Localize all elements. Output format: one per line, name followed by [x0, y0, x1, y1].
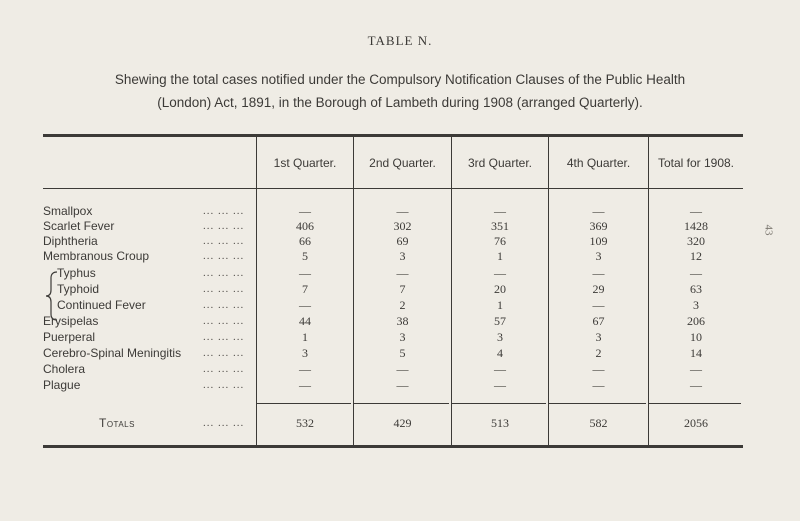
- value-cell: 2: [399, 298, 406, 312]
- value-cell: —: [690, 204, 702, 218]
- bottom-rule: [43, 445, 743, 448]
- value-cell: 3: [497, 330, 503, 344]
- row-label: Puerperal: [43, 330, 96, 344]
- row-label: Erysipelas: [43, 314, 99, 328]
- table-row: [43, 281, 743, 297]
- total-cell: 532: [296, 416, 314, 430]
- value-cell: 3: [302, 346, 308, 360]
- table-row: [43, 248, 743, 264]
- row-label: Membranous Croup: [43, 249, 150, 263]
- value-cell: 12: [690, 249, 702, 263]
- leader-dots: ... ... ...: [203, 379, 245, 391]
- totals-separator: [257, 403, 351, 404]
- value-cell: 3: [595, 249, 602, 263]
- value-cell: 369: [589, 219, 608, 233]
- leader-dots: ... ... ...: [203, 205, 245, 217]
- value-cell: 206: [687, 314, 705, 328]
- value-cell: 57: [494, 314, 506, 328]
- row-label: Plague: [43, 378, 81, 392]
- column-header: 1st Quarter.: [273, 156, 337, 170]
- value-cell: 14: [690, 346, 702, 360]
- value-cell: 320: [687, 234, 705, 248]
- value-cell: 3: [399, 249, 406, 263]
- value-cell: —: [299, 362, 311, 376]
- table-title: TABLE N.: [367, 33, 433, 48]
- value-cell: —: [592, 362, 605, 376]
- total-cell: 582: [589, 416, 608, 430]
- total-cell: 513: [491, 416, 509, 430]
- table-row: [43, 233, 743, 249]
- value-cell: —: [494, 378, 506, 392]
- value-cell: 69: [396, 234, 409, 248]
- value-cell: 3: [595, 330, 602, 344]
- table-subtitle: [40, 68, 760, 114]
- value-cell: 109: [589, 234, 608, 248]
- value-cell: 66: [299, 234, 311, 248]
- value-cell: 76: [494, 234, 506, 248]
- row-label: Diphtheria: [43, 234, 98, 248]
- total-cell: 429: [393, 416, 412, 430]
- value-cell: 7: [399, 282, 406, 296]
- value-cell: 1: [497, 298, 503, 312]
- total-cell: 2056: [684, 416, 708, 430]
- table-row: [43, 218, 743, 234]
- leader-dots: ... ... ...: [203, 363, 245, 375]
- value-cell: 7: [302, 282, 308, 296]
- subtitle-line-2: (London) Act, 1891, in the Borough of Lambeth during 1908 (arranged Quarterly).: [157, 95, 643, 110]
- value-cell: —: [592, 204, 605, 218]
- column-header: Total for 1908.: [657, 156, 735, 170]
- value-cell: 406: [296, 219, 314, 233]
- leader-dots: ... ... ...: [203, 220, 245, 232]
- value-cell: 1428: [684, 219, 708, 233]
- totals-separator: [649, 403, 741, 404]
- value-cell: —: [396, 378, 409, 392]
- value-cell: 4: [497, 346, 503, 360]
- leader-dots: ... ... ...: [203, 347, 245, 359]
- leader-dots: ... ... ...: [203, 267, 245, 279]
- value-cell: 351: [491, 219, 509, 233]
- leader-dots: ... ... ...: [203, 250, 245, 262]
- table-row: [43, 377, 743, 393]
- value-cell: —: [494, 204, 506, 218]
- fever-group-brace: [45, 270, 59, 322]
- value-cell: 63: [690, 282, 702, 296]
- row-label: Typhus: [57, 266, 96, 280]
- table-row: [43, 329, 743, 345]
- column-header: 4th Quarter.: [566, 156, 631, 170]
- value-cell: —: [299, 204, 311, 218]
- leader-dots: ... ... ...: [203, 331, 245, 343]
- table-row: [43, 313, 743, 329]
- value-cell: 20: [494, 282, 506, 296]
- value-cell: 38: [396, 314, 409, 328]
- value-cell: 3: [399, 330, 406, 344]
- leader-dots: ... ... ...: [203, 235, 245, 247]
- value-cell: —: [494, 266, 506, 280]
- value-cell: 5: [399, 346, 406, 360]
- value-cell: —: [299, 266, 311, 280]
- value-cell: —: [299, 298, 311, 312]
- row-label: Cerebro-Spinal Meningitis: [43, 346, 182, 360]
- leader-dots: ... ... ...: [203, 299, 245, 311]
- leader-dots: ... ... ...: [203, 417, 245, 429]
- row-label: Scarlet Fever: [43, 219, 115, 233]
- totals-separator: [452, 403, 546, 404]
- value-cell: 1: [497, 249, 503, 263]
- value-cell: 67: [592, 314, 605, 328]
- value-cell: 44: [299, 314, 311, 328]
- value-cell: —: [396, 204, 409, 218]
- value-cell: —: [690, 378, 702, 392]
- value-cell: —: [494, 362, 506, 376]
- leader-dots: ... ... ...: [203, 283, 245, 295]
- value-cell: —: [299, 378, 311, 392]
- subtitle-line-1: Shewing the total cases notified under the Compulsory Notification Clauses of the Public Health: [114, 72, 686, 87]
- totals-separator: [354, 403, 449, 404]
- top-rule: [43, 134, 743, 137]
- value-cell: —: [592, 298, 605, 312]
- row-label: Continued Fever: [57, 298, 146, 312]
- value-cell: 5: [302, 249, 308, 263]
- table-row: [43, 361, 743, 377]
- row-label: Cholera: [43, 362, 86, 376]
- value-cell: 29: [592, 282, 605, 296]
- value-cell: —: [690, 266, 702, 280]
- page-number: 43: [762, 224, 775, 236]
- table-row: [43, 203, 743, 219]
- value-cell: —: [592, 266, 605, 280]
- value-cell: 10: [690, 330, 702, 344]
- value-cell: 1: [302, 330, 308, 344]
- table-row: [43, 265, 743, 281]
- value-cell: 2: [595, 346, 602, 360]
- column-header: 2nd Quarter.: [369, 156, 436, 170]
- leader-dots: ... ... ...: [203, 315, 245, 327]
- column-header: 3rd Quarter.: [467, 156, 533, 170]
- row-label: Smallpox: [43, 204, 93, 218]
- value-cell: —: [396, 266, 409, 280]
- header-rule: [43, 188, 743, 189]
- value-cell: 3: [693, 298, 699, 312]
- totals-row: [43, 415, 743, 431]
- table-row: [43, 297, 743, 313]
- totals-label: Totals: [99, 416, 135, 430]
- totals-separator: [549, 403, 646, 404]
- value-cell: —: [396, 362, 409, 376]
- row-label: Typhoid: [57, 282, 100, 296]
- value-cell: —: [690, 362, 702, 376]
- value-cell: 302: [393, 219, 412, 233]
- table-row: [43, 345, 743, 361]
- value-cell: —: [592, 378, 605, 392]
